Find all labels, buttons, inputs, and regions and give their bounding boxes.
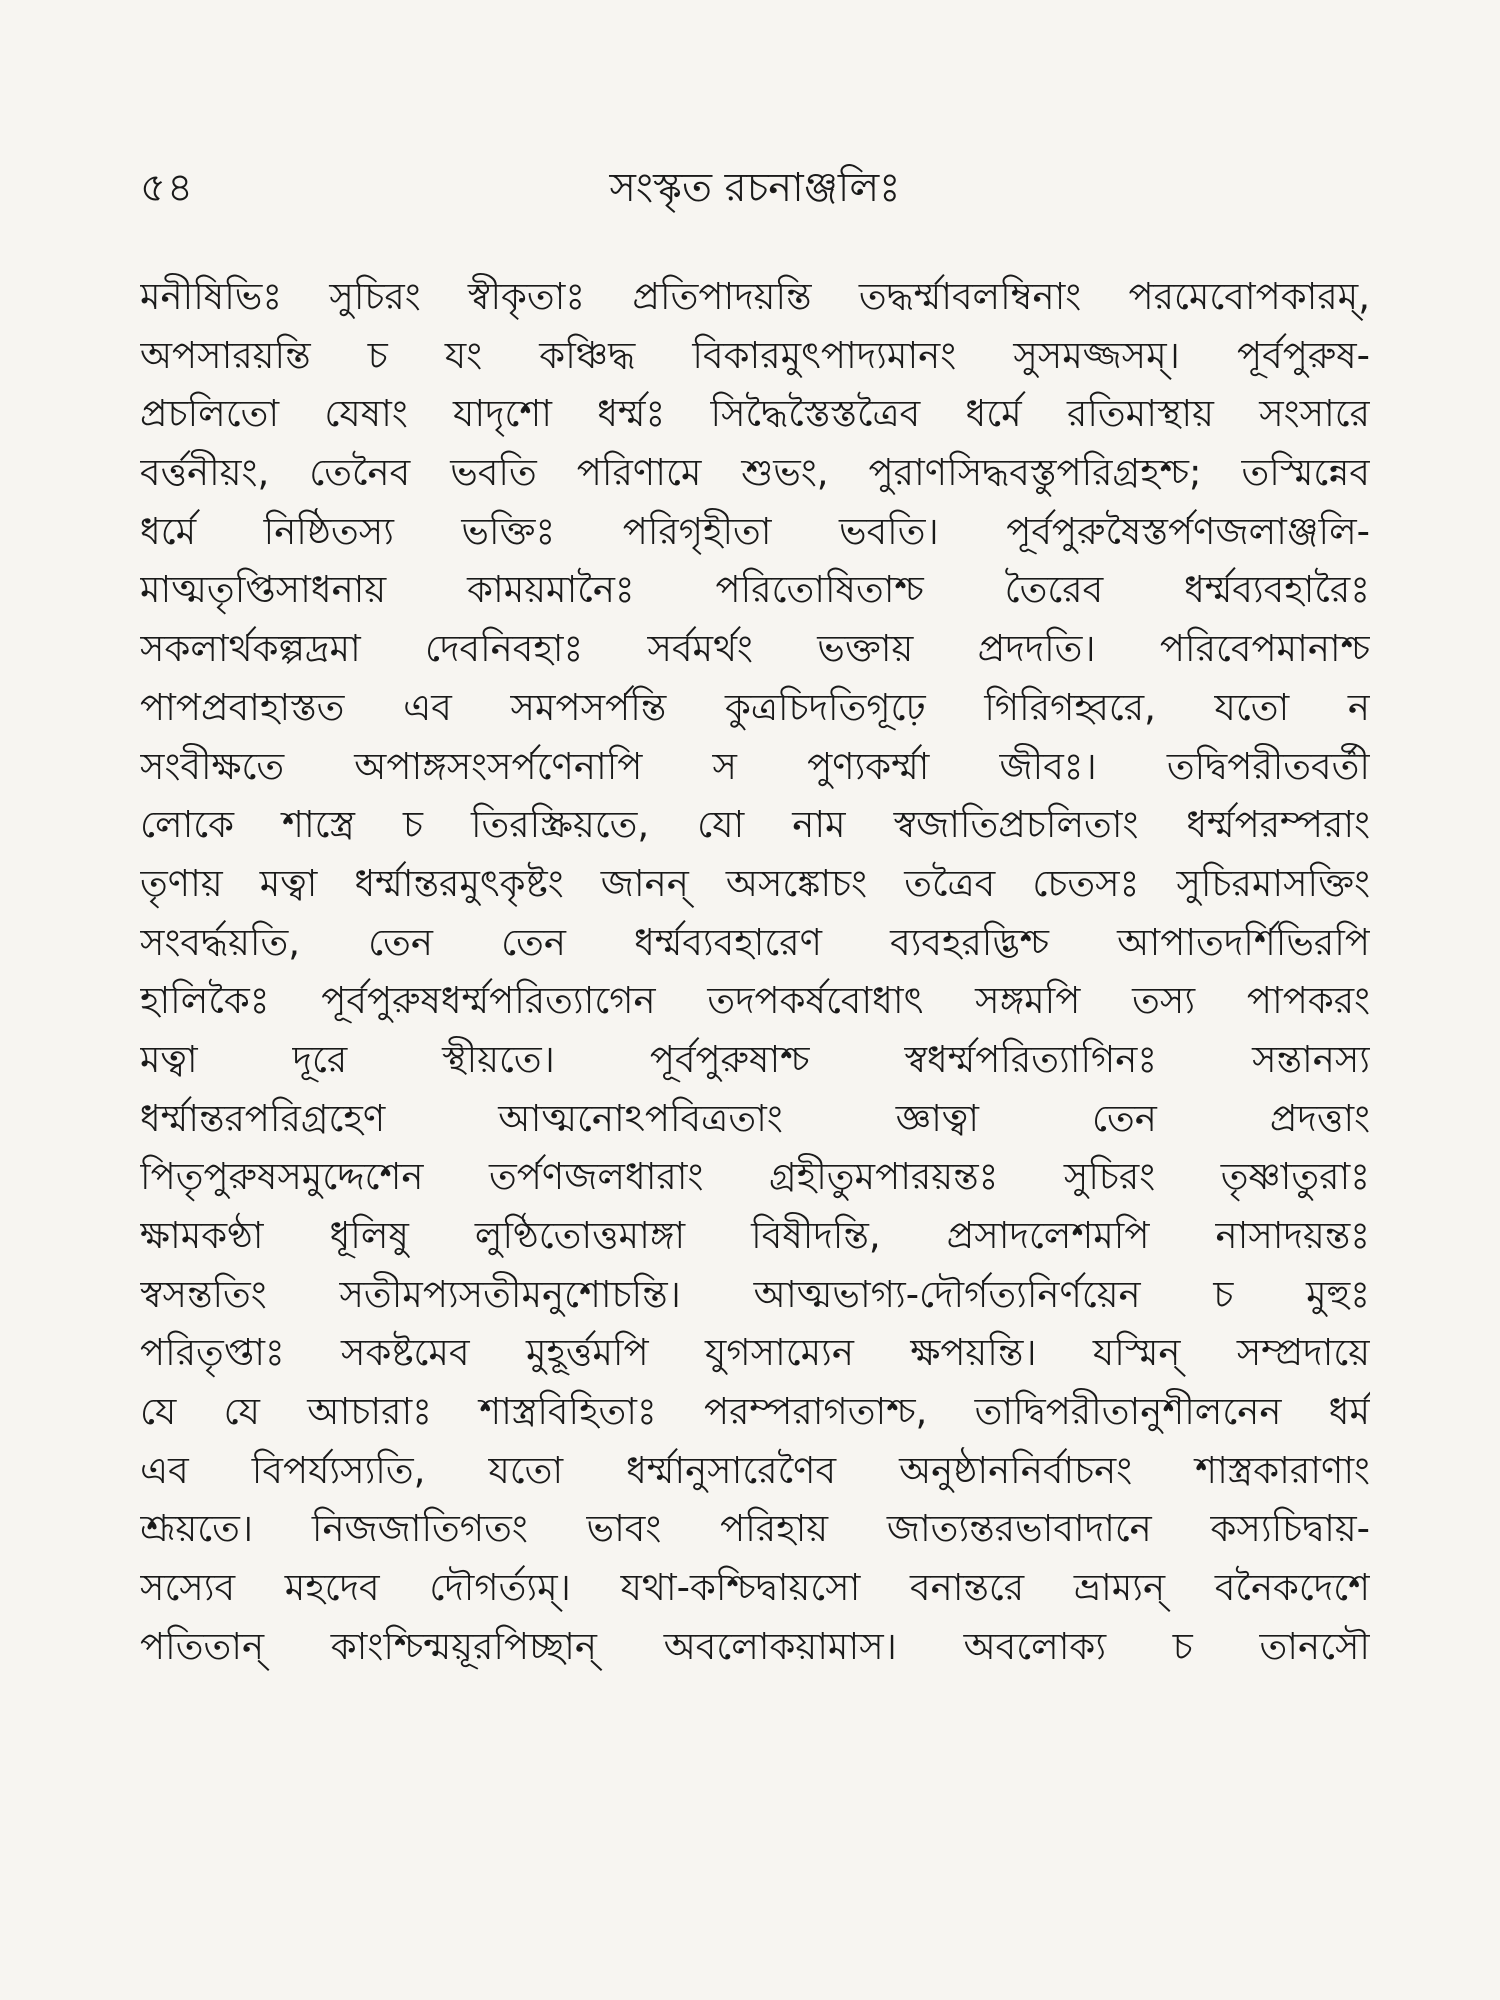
text-line: ধর্ম্মান্তরপরিগ্রহেণ আত্মনোঽপবিত্রতাং জ্ঞাত্বা তেন প্রদত্তাং [140, 1096, 1370, 1140]
text-line: সস্যেব মহদেব দৌগর্ত্যম্। যথা-কশ্চিদ্বায়সো বনান্তরে ভ্রাম্যন্ বনৈকদেশে [140, 1566, 1370, 1610]
body-text [140, 268, 1370, 1677]
text-line: সংবীক্ষতে অপাঙ্গসংসর্পণেনাপি স পুণ্যকর্ম্মা জীবঃ। তদ্বিপরীতবর্তী [140, 744, 1370, 788]
text-line: পাপপ্রবাহাস্তত এব সমপসর্পন্তি কুত্রচিদতিগূঢ়ে গিরিগহ্বরে, যতো ন [140, 685, 1370, 729]
text-line: বর্ত্তনীয়ং, তেনৈব ভবতি পরিণামে শুভং, পুরাণসিদ্ধবস্তুপরিগ্রহশ্চ; তস্মিন্নেব [140, 451, 1370, 495]
text-line: পতিতান্ কাংশ্চিন্ময়ূরপিচ্ছান্ অবলোকয়ামাস। অবলোক্য চ তানসৌ [140, 1624, 1370, 1668]
text-line: যে যে আচারাঃ শাস্ত্রবিহিতাঃ পরম্পরাগতাশ্চ, তাদ্বিপরীতানুশীলনেন ধর্ম [140, 1390, 1370, 1434]
text-line: লোকে শাস্ত্রে চ তিরস্ক্রিয়তে, যো নাম স্বজাতিপ্রচলিতাং ধর্ম্মপরম্পরাং [140, 803, 1370, 847]
text-line: পিতৃপুরুষসমুদ্দেশেন তর্পণজলধারাং গ্রহীতুমপারয়ন্তঃ সুচিরং তৃষ্ণাতুরাঃ [140, 1155, 1370, 1199]
text-line: মাত্মতৃপ্তিসাধনায় কাময়মানৈঃ পরিতোষিতাশ্চ তৈরেব ধর্ম্মব্যবহারৈঃ [140, 568, 1370, 612]
text-line: সকলার্থকল্পদ্রমা দেবনিবহাঃ সর্বমর্থং ভক্তায় প্রদদতি। পরিবেপমানাশ্চ [140, 627, 1370, 671]
page-header [140, 160, 1370, 220]
text-line: স্বসন্ততিং সতীমপ্যসতীমনুশোচন্তি। আত্মভাগ্য-দৌর্গত্যনির্ণয়েন চ মুহুঃ [140, 1272, 1370, 1316]
text-line: সংবর্দ্ধয়তি, তেন তেন ধর্ম্মব্যবহারেণ ব্যবহরদ্ভিশ্চ আপাতদর্শিভিরপি [140, 920, 1370, 964]
running-title: সংস্কৃত রচনাঞ্জলিঃ [609, 165, 901, 211]
text-line: মত্বা দূরে স্থীয়তে। পূর্বপুরুষাশ্চ স্বধর্ম্মপরিত্যাগিনঃ সন্তানস্য [140, 1037, 1370, 1081]
page-number: ৫৪ [140, 165, 194, 211]
text-line: অপসারয়ন্তি চ যং কঞ্চিদ্ধ বিকারমুৎপাদ্যমানং সুসমজ্জসম্। পূর্বপুরুষ- [140, 333, 1370, 377]
text-line: তৃণায় মত্বা ধর্ম্মান্তরমুৎকৃষ্টং জানন্ অসঙ্কোচং তত্রৈব চেতসঃ সুচিরমাসক্তিং [140, 861, 1370, 905]
text-line: হালিকৈঃ পূর্বপুরুষধর্ম্মপরিত্যাগেন তদপকর্ষবোধাৎ সঙ্গমপি তস্য পাপকরং [140, 979, 1370, 1023]
text-line: প্রচলিতো যেষাং যাদৃশো ধর্ম্মঃ সিদ্ধৈস্তৈস্তত্রৈব ধর্মে রতিমাস্থায় সংসারে [140, 392, 1370, 436]
text-line: ধর্মে নিষ্ঠিতস্য ভক্তিঃ পরিগৃহীতা ভবতি। পূর্বপুরুষৈস্তর্পণজলাঞ্জলি- [140, 509, 1370, 553]
text-line: মনীষিভিঃ সুচিরং স্বীকৃতাঃ প্রতিপাদয়ন্তি তদ্ধর্ম্মাবলম্বিনাং পরমেবোপকারম্, [140, 275, 1370, 318]
text-line: ক্ষামকণ্ঠা ধূলিষু লুণ্ঠিতোত্তমাঙ্গা বিষীদন্তি, প্রসাদলেশমপি নাসাদয়ন্তঃ [140, 1214, 1370, 1257]
text-line: শ্রূয়তে। নিজজাতিগতং ভাবং পরিহায় জাত্যন্তরভাবাদানে কস্যচিদ্বায়- [140, 1507, 1370, 1551]
text-line: পরিতৃপ্তাঃ সকষ্টমেব মুহূর্ত্তমপি যুগসাম্যেন ক্ষপয়ন্তি। যস্মিন্ সম্প্রদায়ে [140, 1331, 1370, 1375]
text-line: এব বিপর্য্যস্যতি, যতো ধর্ম্মানুসারেণৈব অনুষ্ঠাননির্বাচনং শাস্ত্রকারাণাং [140, 1448, 1370, 1492]
